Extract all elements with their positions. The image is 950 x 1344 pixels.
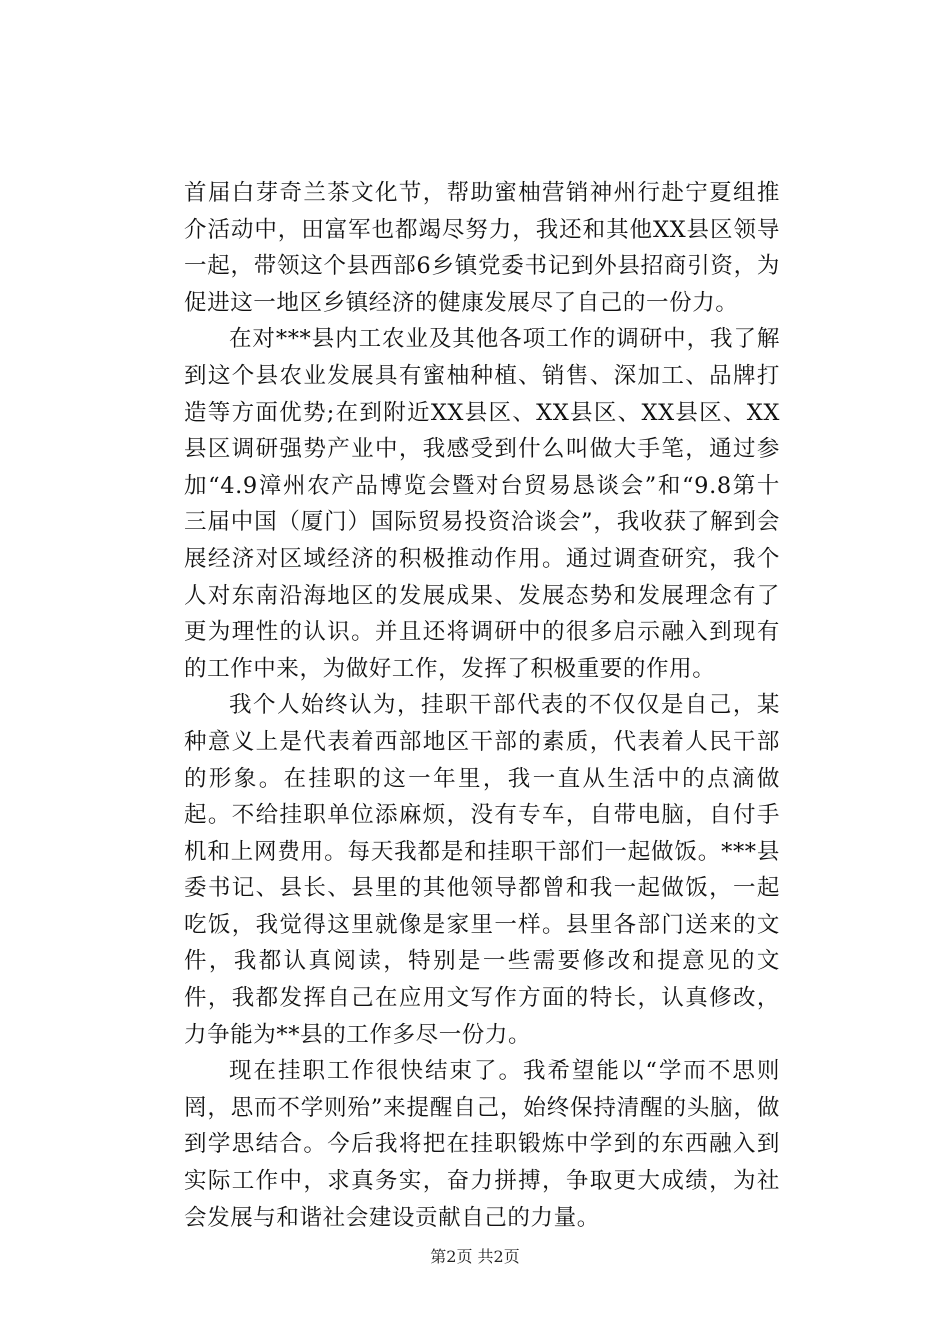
- paragraph-conduct: 我个人始终认为，挂职干部代表的不仅仅是自己，某种意义上是代表着西部地区干部的素质，代表着人民干部的形象。在挂职的这一年里，我一直从生活中的点滴做起。不给挂职单位添麻烦，没有专车，自带电脑，自付手机和上网费用。每天我都是和挂职干部们一起做饭。***县委书记、县长、县里的其他领导都曾和我一起做饭，一起吃饭，我觉得这里就像是家里一样。县里各部门送来的文件，我都认真阅读，特别是一些需要修改和提意见的文件，我都发挥自己在应用文写作方面的特长，认真修改，力争能为**县的工作多尽一份力。: [184, 692, 780, 1048]
- paragraph-conclusion: 现在挂职工作很快结束了。我希望能以“学而不思则罔，思而不学则殆”来提醒自己，始终保持清醒的头脑，做到学思结合。今后我将把在挂职锻炼中学到的东西融入到实际工作中，求真务实，奋力拼搏，争取更大成绩，为社会发展与和谐社会建设贡献自己的力量。: [184, 1058, 780, 1231]
- page-footer: 第2页 共2页: [430, 1247, 520, 1266]
- paragraph-research: 在对***县内工农业及其他各项工作的调研中，我了解到这个县农业发展具有蜜柚种植、销售、深加工、品牌打造等方面优势;在到附近XX县区、XX县区、XX县区、XX县区调研强势产业中，我感受到什么叫做大手笔，通过参加“4.9漳州农产品博览会暨对台贸易恳谈会”和“9.8第十三届中国（厦门）国际贸易投资洽谈会”，我收获了解到会展经济对区域经济的积极推动作用。通过调查研究，我个人对东南沿海地区的发展成果、发展态势和发展理念有了更为理性的认识。并且还将调研中的很多启示融入到现有的工作中来，为做好工作，发挥了积极重要的作用。: [184, 326, 780, 682]
- paragraph-continuation: 首届白芽奇兰茶文化节，帮助蜜柚营销神州行赴宁夏组推介活动中，田富军也都竭尽努力，我还和其他XX县区领导一起，带领这个县西部6乡镇党委书记到外县招商引资，为促进这一地区乡镇经济的健康发展尽了自己的一份力。: [184, 180, 780, 316]
- document-body: [184, 175, 780, 1236]
